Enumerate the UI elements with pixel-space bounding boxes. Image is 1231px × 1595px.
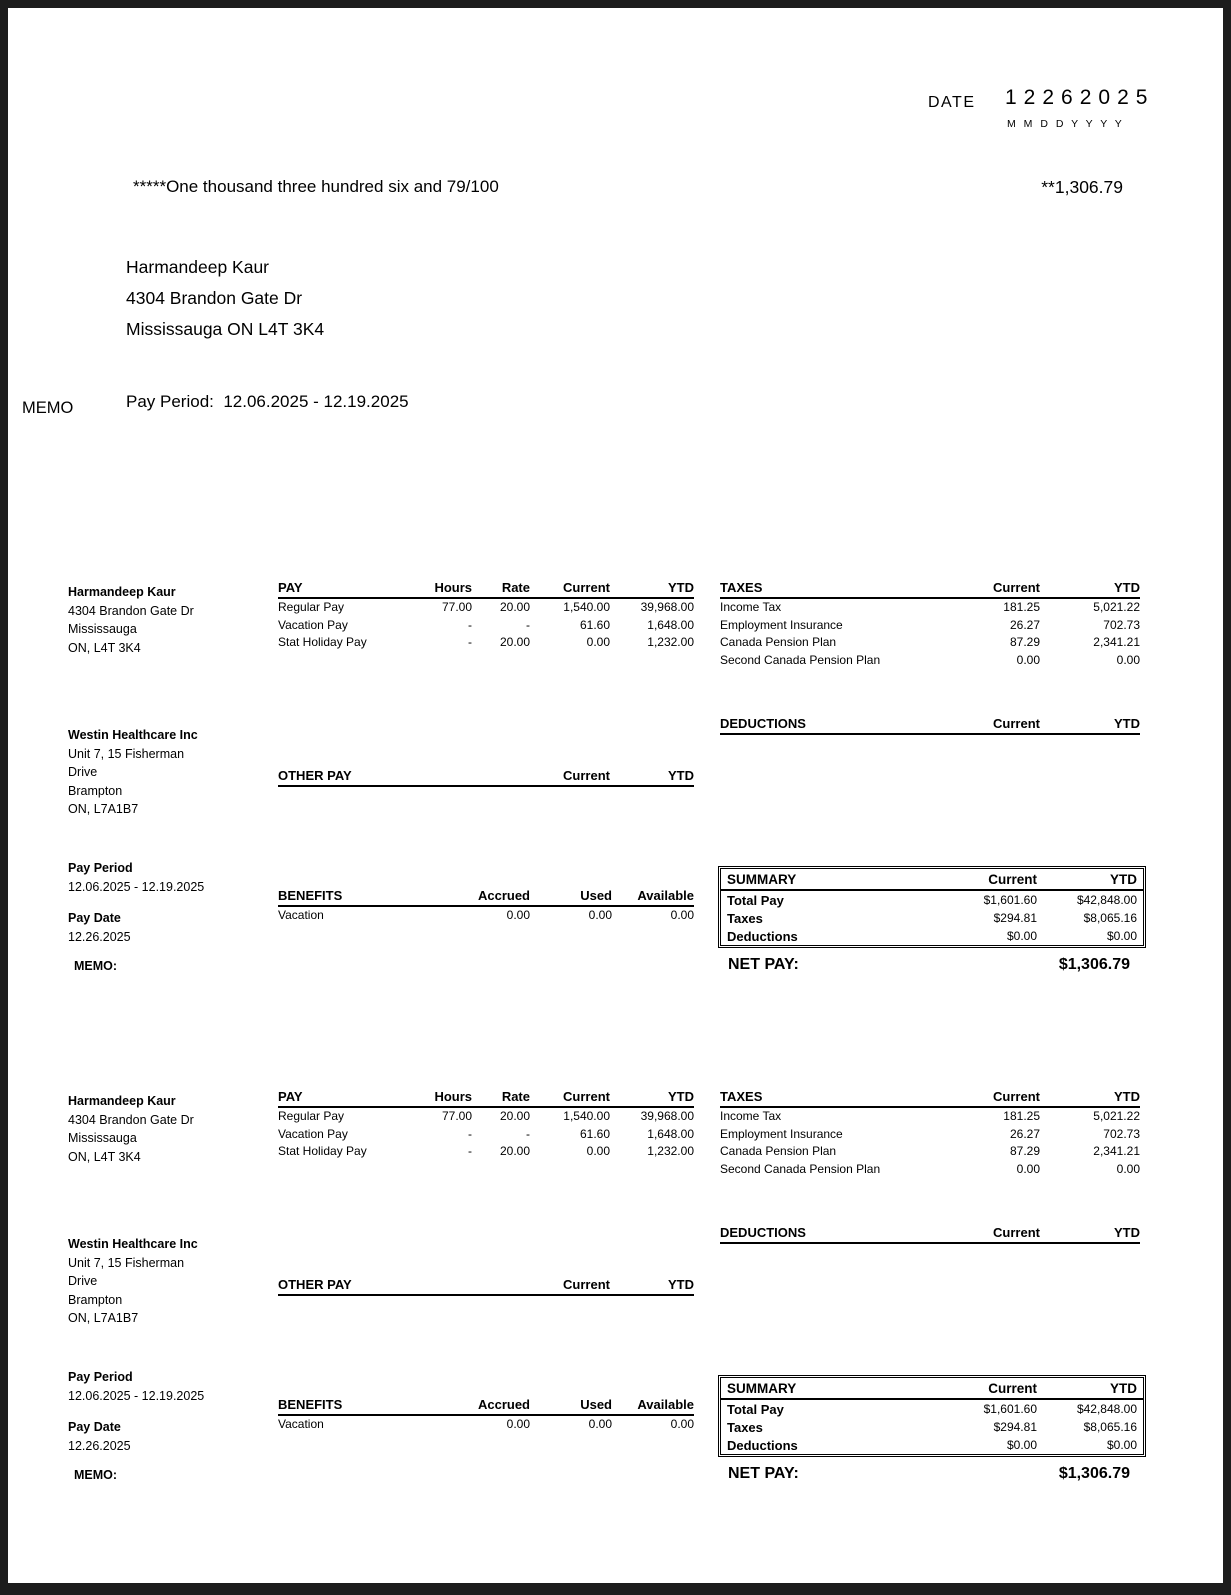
payee-address-line: 4304 Brandon Gate Dr xyxy=(126,288,303,308)
column-header-accrued: Accrued xyxy=(477,1397,530,1412)
column-header-used: Used xyxy=(580,1397,612,1412)
net-pay-label: NET PAY: xyxy=(728,956,799,973)
cell-ytd: 702.73 xyxy=(1103,617,1140,632)
column-header-ytd: YTD xyxy=(1114,1225,1140,1240)
deductions-table-title: DEDUCTIONS xyxy=(720,1225,806,1240)
cell-available: 0.00 xyxy=(670,908,694,922)
benefits-table-header xyxy=(278,888,694,907)
deductions-table-header xyxy=(720,716,1140,735)
column-header-ytd: YTD xyxy=(1110,872,1137,887)
employer-address-line: Unit 7, 15 Fisherman xyxy=(68,746,185,761)
row-label: Canada Pension Plan xyxy=(720,635,837,649)
deductions-table xyxy=(720,1225,1140,1244)
cell-current: 0.00 xyxy=(1016,1161,1040,1176)
column-header-ytd: YTD xyxy=(668,1089,694,1104)
other-pay-table-header xyxy=(278,768,694,787)
cell-ytd: 5,021.22 xyxy=(1093,1109,1140,1123)
row-label: Employment Insurance xyxy=(720,617,843,632)
cell-rate: 20.00 xyxy=(499,1144,530,1158)
summary-title: SUMMARY xyxy=(727,872,797,887)
pay-date-label: Pay Date xyxy=(68,1420,121,1434)
summary-header xyxy=(721,869,1143,891)
cell-current: $294.81 xyxy=(993,1420,1037,1434)
cell-current: $1,601.60 xyxy=(983,893,1037,907)
column-header-available: Available xyxy=(637,888,694,903)
cell-accrued: 0.00 xyxy=(506,1417,530,1431)
column-header-current: Current xyxy=(563,768,610,783)
cell-rate: 20.00 xyxy=(499,600,530,614)
employee-address-line: ON, L4T 3K4 xyxy=(68,640,141,655)
taxes-table-row xyxy=(720,1143,1140,1161)
cell-current: $1,601.60 xyxy=(983,1402,1037,1416)
pay-date-value: 12.26.2025 xyxy=(68,930,131,944)
column-header-hours: Hours xyxy=(434,580,472,595)
summary-row xyxy=(721,1418,1143,1436)
cell-rate: 20.00 xyxy=(499,635,530,649)
cell-current: 0.00 xyxy=(1016,652,1040,667)
row-label: Regular Pay xyxy=(278,600,345,614)
cheque-pay-period-line: Pay Period: 12.06.2025 - 12.19.2025 xyxy=(126,392,409,411)
cell-rate: - xyxy=(526,617,530,632)
cell-current: 61.60 xyxy=(579,1126,610,1141)
employee-address-line: Mississauga xyxy=(68,1131,137,1145)
pay-table-header xyxy=(278,1089,694,1108)
pay-period-value: 12.06.2025 - 12.19.2025 xyxy=(68,880,205,894)
column-header-accrued: Accrued xyxy=(477,888,530,903)
column-header-ytd: YTD xyxy=(668,768,694,783)
pay-period-value: 12.06.2025 - 12.19.2025 xyxy=(68,1389,205,1403)
pay-period-label: Pay Period xyxy=(68,861,133,875)
pay-table xyxy=(278,1089,694,1161)
pay-date-label: Pay Date xyxy=(68,911,121,925)
other-pay-table-title: OTHER PAY xyxy=(278,1277,352,1292)
column-header-current: Current xyxy=(993,1089,1040,1104)
column-header-current: Current xyxy=(563,580,610,595)
cell-used: 0.00 xyxy=(588,908,612,922)
row-label: Employment Insurance xyxy=(720,1126,843,1141)
row-label: Stat Holiday Pay xyxy=(278,1144,367,1158)
pay-stub-section xyxy=(8,578,1223,1048)
other-pay-table xyxy=(278,1277,694,1296)
row-label: Stat Holiday Pay xyxy=(278,635,367,649)
row-label: Taxes xyxy=(727,911,763,926)
pay-period-label: Pay Period xyxy=(68,1370,133,1384)
employee-address-block xyxy=(68,1092,194,1166)
cell-hours: - xyxy=(468,1144,472,1158)
row-label: Vacation Pay xyxy=(278,1126,348,1141)
employer-name: Westin Healthcare Inc xyxy=(68,728,198,742)
payee-name: Harmandeep Kaur xyxy=(126,257,269,277)
benefits-table-title: BENEFITS xyxy=(278,888,343,903)
benefits-table-title: BENEFITS xyxy=(278,1397,343,1412)
employer-address-line: Drive xyxy=(68,765,98,779)
employee-address-line: 4304 Brandon Gate Dr xyxy=(68,603,194,618)
pay-table-title: PAY xyxy=(278,1089,303,1104)
deductions-table-header xyxy=(720,1225,1140,1244)
cell-rate: - xyxy=(526,1126,530,1141)
column-header-current: Current xyxy=(563,1089,610,1104)
cell-current: 87.29 xyxy=(1009,1144,1040,1158)
pay-table-row xyxy=(278,1126,694,1144)
cheque-memo-label: MEMO xyxy=(22,399,74,417)
column-header-rate: Rate xyxy=(501,1089,530,1104)
cell-hours: 77.00 xyxy=(441,600,472,614)
cell-ytd: $0.00 xyxy=(1106,929,1137,943)
amount-in-words: *****One thousand three hundred six and 79/100 xyxy=(133,177,499,196)
pay-table-header xyxy=(278,580,694,599)
cell-ytd: 1,232.00 xyxy=(647,635,694,649)
employer-address-block xyxy=(68,1235,198,1328)
benefits-table-row xyxy=(278,907,694,925)
column-header-hours: Hours xyxy=(434,1089,472,1104)
cell-current: 1,540.00 xyxy=(563,600,610,614)
pay-stub-section xyxy=(8,1087,1223,1557)
cell-current: 0.00 xyxy=(586,635,610,649)
cell-current: $0.00 xyxy=(1006,929,1037,943)
column-header-available: Available xyxy=(637,1397,694,1412)
taxes-table-header xyxy=(720,580,1140,599)
pay-table-title: PAY xyxy=(278,580,303,595)
column-header-ytd: YTD xyxy=(1114,716,1140,731)
net-pay-value: $1,306.79 xyxy=(1058,956,1130,973)
employer-address-line: ON, L7A1B7 xyxy=(68,802,139,816)
cell-current: $294.81 xyxy=(993,911,1037,925)
cell-current: 181.25 xyxy=(1003,600,1040,614)
employee-name: Harmandeep Kaur xyxy=(68,1094,176,1108)
net-pay-label: NET PAY: xyxy=(728,1465,799,1482)
pay-table-row xyxy=(278,634,694,652)
column-header-current: Current xyxy=(993,716,1040,731)
cell-ytd: 39,968.00 xyxy=(640,1109,694,1123)
summary-row xyxy=(721,927,1143,945)
deductions-table xyxy=(720,716,1140,735)
taxes-table-header xyxy=(720,1089,1140,1108)
cell-ytd: 2,341.21 xyxy=(1093,635,1140,649)
cell-ytd: $8,065.16 xyxy=(1083,1420,1137,1434)
summary-row xyxy=(721,909,1143,927)
amount-numeric: **1,306.79 xyxy=(1041,177,1123,197)
employer-address-line: ON, L7A1B7 xyxy=(68,1311,139,1325)
column-header-current: Current xyxy=(993,1225,1040,1240)
row-label: Income Tax xyxy=(720,600,782,614)
cell-hours: - xyxy=(468,617,472,632)
other-pay-table-title: OTHER PAY xyxy=(278,768,352,783)
summary-header xyxy=(721,1378,1143,1400)
benefits-table-row xyxy=(278,1416,694,1434)
taxes-table-title: TAXES xyxy=(720,580,763,595)
deductions-table-title: DEDUCTIONS xyxy=(720,716,806,731)
pay-table xyxy=(278,580,694,652)
cell-ytd: 1,232.00 xyxy=(647,1144,694,1158)
cell-available: 0.00 xyxy=(670,1417,694,1431)
column-header-current: Current xyxy=(563,1277,610,1292)
row-label: Second Canada Pension Plan xyxy=(720,1161,881,1176)
net-pay-row xyxy=(728,1465,1130,1483)
row-label: Vacation xyxy=(278,1417,324,1431)
cell-current: 61.60 xyxy=(579,617,610,632)
cell-ytd: $0.00 xyxy=(1106,1438,1137,1452)
cell-ytd: $42,848.00 xyxy=(1076,893,1137,907)
pay-date-value: 12.26.2025 xyxy=(68,1439,131,1453)
row-label: Total Pay xyxy=(727,893,784,908)
cell-ytd: 1,648.00 xyxy=(647,617,694,632)
cheque-date-label: DATE xyxy=(928,94,976,111)
employer-address-block xyxy=(68,726,198,819)
row-label: Vacation Pay xyxy=(278,617,348,632)
benefits-table-header xyxy=(278,1397,694,1416)
other-pay-table xyxy=(278,768,694,787)
stub-memo-label: MEMO: xyxy=(74,959,118,973)
column-header-current: Current xyxy=(993,580,1040,595)
cell-hours: - xyxy=(468,635,472,649)
row-label: Regular Pay xyxy=(278,1109,345,1123)
column-header-ytd: YTD xyxy=(1114,580,1140,595)
summary-row xyxy=(721,891,1143,909)
pay-table-row xyxy=(278,1108,694,1126)
column-header-current: Current xyxy=(988,1381,1037,1396)
cheque-date-value: 12262025 xyxy=(1005,86,1155,109)
cell-used: 0.00 xyxy=(588,1417,612,1431)
employer-address-line: Brampton xyxy=(68,783,123,798)
row-label: Deductions xyxy=(727,929,798,944)
summary-box xyxy=(718,1375,1146,1457)
cell-ytd: 5,021.22 xyxy=(1093,600,1140,614)
summary-row xyxy=(721,1436,1143,1454)
employer-address-line: Unit 7, 15 Fisherman xyxy=(68,1255,185,1270)
row-label: Income Tax xyxy=(720,1109,782,1123)
summary-row xyxy=(721,1400,1143,1418)
employer-name: Westin Healthcare Inc xyxy=(68,1237,198,1251)
cell-current: 181.25 xyxy=(1003,1109,1040,1123)
cell-hours: 77.00 xyxy=(441,1109,472,1123)
paystub-page xyxy=(8,8,1223,1583)
employee-address-block xyxy=(68,583,194,657)
pay-table-row xyxy=(278,599,694,617)
cell-ytd: 0.00 xyxy=(1116,652,1140,667)
column-header-used: Used xyxy=(580,888,612,903)
other-pay-table-header xyxy=(278,1277,694,1296)
payee-address-block xyxy=(126,252,324,345)
employee-address-line: ON, L4T 3K4 xyxy=(68,1149,141,1164)
row-label: Canada Pension Plan xyxy=(720,1144,837,1158)
taxes-table-row xyxy=(720,617,1140,635)
summary-title: SUMMARY xyxy=(727,1381,797,1396)
cell-accrued: 0.00 xyxy=(506,908,530,922)
column-header-ytd: YTD xyxy=(668,1277,694,1292)
employer-address-line: Brampton xyxy=(68,1292,123,1307)
pay-table-row xyxy=(278,617,694,635)
cell-hours: - xyxy=(468,1126,472,1141)
taxes-table xyxy=(720,1089,1140,1178)
summary-box xyxy=(718,866,1146,948)
row-label: Deductions xyxy=(727,1438,798,1453)
cell-current: 26.27 xyxy=(1009,1126,1040,1141)
taxes-table-title: TAXES xyxy=(720,1089,763,1104)
cell-ytd: 0.00 xyxy=(1116,1161,1140,1176)
taxes-table-row xyxy=(720,1108,1140,1126)
taxes-table-row xyxy=(720,652,1140,670)
cell-current: 1,540.00 xyxy=(563,1109,610,1123)
column-header-ytd: YTD xyxy=(1114,1089,1140,1104)
employer-address-line: Drive xyxy=(68,1274,98,1288)
cell-ytd: 1,648.00 xyxy=(647,1126,694,1141)
employee-name: Harmandeep Kaur xyxy=(68,585,176,599)
cheque-date-format-hint: M M D D Y Y Y Y xyxy=(1007,118,1125,130)
cell-ytd: $8,065.16 xyxy=(1083,911,1137,925)
net-pay-row xyxy=(728,956,1130,974)
row-label: Vacation xyxy=(278,908,324,922)
cell-ytd: 702.73 xyxy=(1103,1126,1140,1141)
row-label: Second Canada Pension Plan xyxy=(720,652,881,667)
taxes-table-row xyxy=(720,1161,1140,1179)
cell-current: 0.00 xyxy=(586,1144,610,1158)
column-header-ytd: YTD xyxy=(668,580,694,595)
row-label: Total Pay xyxy=(727,1402,784,1417)
payee-address-line: Mississauga ON L4T 3K4 xyxy=(126,319,325,339)
taxes-table-row xyxy=(720,1126,1140,1144)
benefits-table xyxy=(278,1397,694,1434)
row-label: Taxes xyxy=(727,1420,763,1435)
cell-ytd: $42,848.00 xyxy=(1076,1402,1137,1416)
taxes-table-row xyxy=(720,599,1140,617)
employee-address-line: Mississauga xyxy=(68,622,137,636)
cell-current: 26.27 xyxy=(1009,617,1040,632)
employee-address-line: 4304 Brandon Gate Dr xyxy=(68,1112,194,1127)
cell-current: 87.29 xyxy=(1009,635,1040,649)
benefits-table xyxy=(278,888,694,925)
pay-table-row xyxy=(278,1143,694,1161)
taxes-table-row xyxy=(720,634,1140,652)
column-header-ytd: YTD xyxy=(1110,1381,1137,1396)
stub-memo-label: MEMO: xyxy=(74,1468,118,1482)
taxes-table xyxy=(720,580,1140,669)
cell-rate: 20.00 xyxy=(499,1109,530,1123)
column-header-rate: Rate xyxy=(501,580,530,595)
cell-ytd: 2,341.21 xyxy=(1093,1144,1140,1158)
column-header-current: Current xyxy=(988,872,1037,887)
net-pay-value: $1,306.79 xyxy=(1058,1465,1130,1482)
cell-current: $0.00 xyxy=(1006,1438,1037,1452)
cell-ytd: 39,968.00 xyxy=(640,600,694,614)
